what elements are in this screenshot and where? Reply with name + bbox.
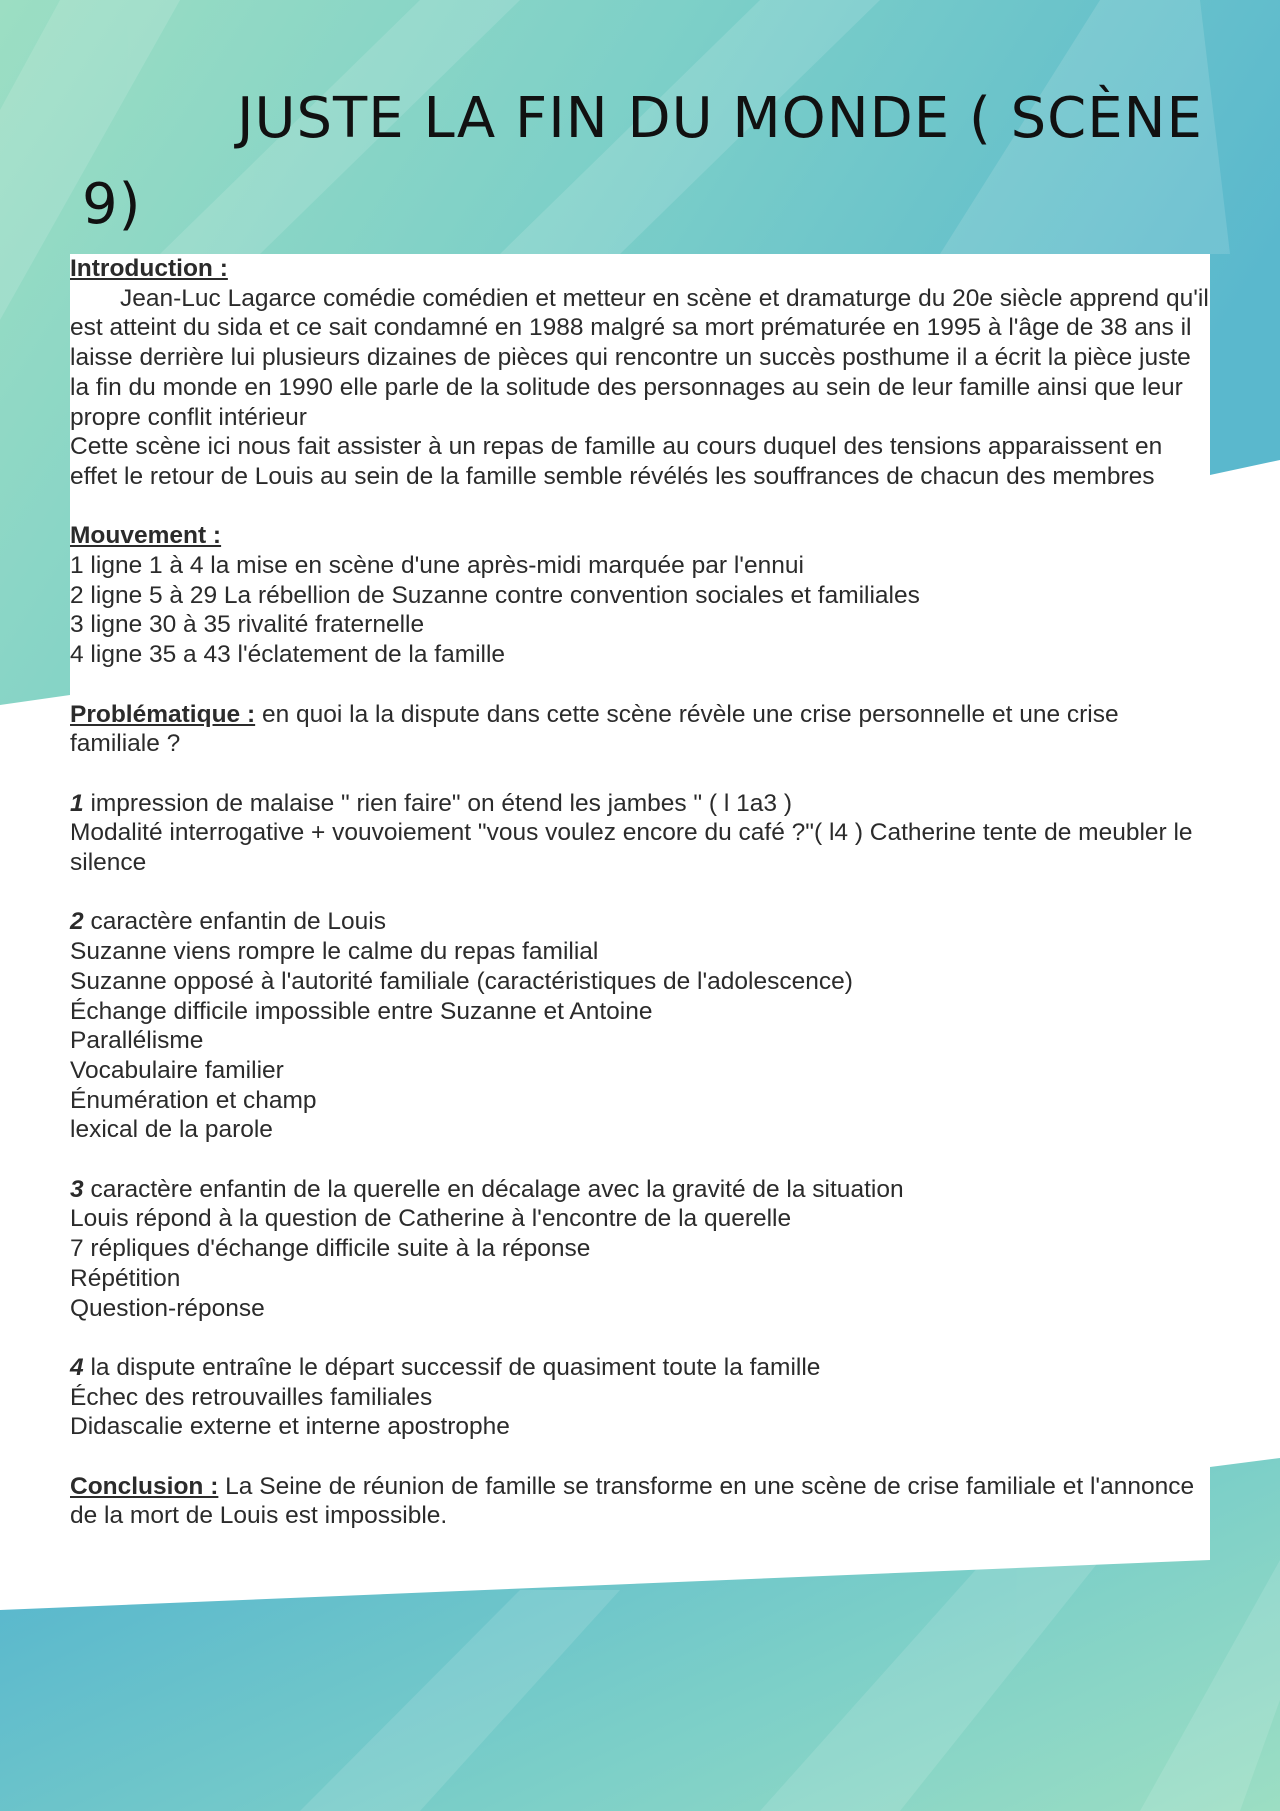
conclusion-heading: Conclusion :: [70, 1472, 219, 1500]
section-number: 1: [70, 789, 84, 817]
page-title-line-1: JUSTE LA FIN DU MONDE ( SCÈNE: [237, 86, 1203, 151]
section-line: lexical de la parole: [70, 1116, 273, 1144]
section-1-title: [70, 789, 1210, 819]
section-number: 4: [70, 1353, 84, 1381]
introduction-paragraph-1: Jean-Luc Lagarce comédie comédien et metteur en scène et dramaturge du 20e siècle apprend qu'il est atteint du sida et ce sait condamné en 1988 malgré sa mort prématurée en 1995 à l'âge de 38 ans il laisse derrière lui plusieurs dizaines de pièces qui rencontre un succès posthume il a écrit la pièce juste la fin du monde en 1990 elle parle de la solitude des personnages au sein de leur famille ainsi que leur propre conflit intérieur: [70, 284, 1209, 431]
section-line: Échec des retrouvailles familiales: [70, 1383, 433, 1411]
section-line: Suzanne opposé à l'autorité familiale (caractéristiques de l'adolescence): [70, 967, 853, 995]
section-line: Suzanne viens rompre le calme du repas familial: [70, 938, 599, 966]
section-number: 2: [70, 908, 84, 936]
mouvement-line: 4 ligne 35 a 43 l'éclatement de la famille: [70, 641, 506, 669]
conclusion-paragraph: [70, 1472, 1210, 1531]
introduction-heading: Introduction :: [70, 255, 228, 282]
section-title-text: la dispute entraîne le départ successif de quasiment toute la famille: [83, 1353, 821, 1381]
mouvement-heading: Mouvement :: [70, 522, 222, 550]
section-line: Échange difficile impossible entre Suzanne et Antoine: [70, 997, 653, 1025]
page-title-line-2: 9): [82, 172, 142, 237]
section-line: Répétition: [70, 1264, 181, 1292]
section-line: 7 répliques d'échange difficile suite à la réponse: [70, 1235, 591, 1263]
section-line: Parallélisme: [70, 1027, 204, 1055]
section-4-title: [70, 1353, 1210, 1383]
section-title-text: caractère enfantin de la querelle en décalage avec la gravité de la situation: [83, 1175, 904, 1203]
mouvement-line: 1 ligne 1 à 4 la mise en scène d'une après-midi marquée par l'ennui: [70, 552, 804, 580]
problematique-heading: Problématique :: [70, 700, 256, 728]
section-line: Modalité interrogative + vouvoiement "vous voulez encore du café ?"( l4 ) Catherine tente de meubler le silence: [70, 819, 1193, 877]
section-title-text: caractère enfantin de Louis: [83, 908, 387, 936]
mouvement-line: 3 ligne 30 à 35 rivalité fraternelle: [70, 611, 425, 639]
section-line: Question-réponse: [70, 1294, 265, 1322]
problematique-paragraph: [70, 700, 1210, 759]
section-line: Vocabulaire familier: [70, 1056, 284, 1084]
section-line: Énumération et champ: [70, 1086, 317, 1114]
section-line: Didascalie externe et interne apostrophe: [70, 1413, 510, 1441]
document-body: [70, 254, 1210, 1531]
conclusion-text: La Seine de réunion de famille se transforme en une scène de crise familiale et l'annonce de la mort de Louis est impossible.: [70, 1472, 1195, 1530]
mouvement-line: 2 ligne 5 à 29 La rébellion de Suzanne contre convention sociales et familiales: [70, 581, 920, 609]
section-title-text: impression de malaise " rien faire" on étend les jambes " ( l 1a3 ): [83, 789, 792, 817]
section-2-title: [70, 907, 1210, 937]
introduction-paragraph-2: Cette scène ici nous fait assister à un repas de famille au cours duquel des tensions apparaissent en effet le retour de Louis au sein de la famille semble révélés les souffrances de chacun des membres: [70, 433, 1163, 490]
section-line: Louis répond à la question de Catherine à l'encontre de la querelle: [70, 1205, 792, 1233]
section-number: 3: [70, 1175, 84, 1203]
problematique-text: en quoi la la dispute dans cette scène révèle une crise personnelle et une crise familiale ?: [70, 700, 1119, 758]
section-3-title: [70, 1175, 1210, 1205]
